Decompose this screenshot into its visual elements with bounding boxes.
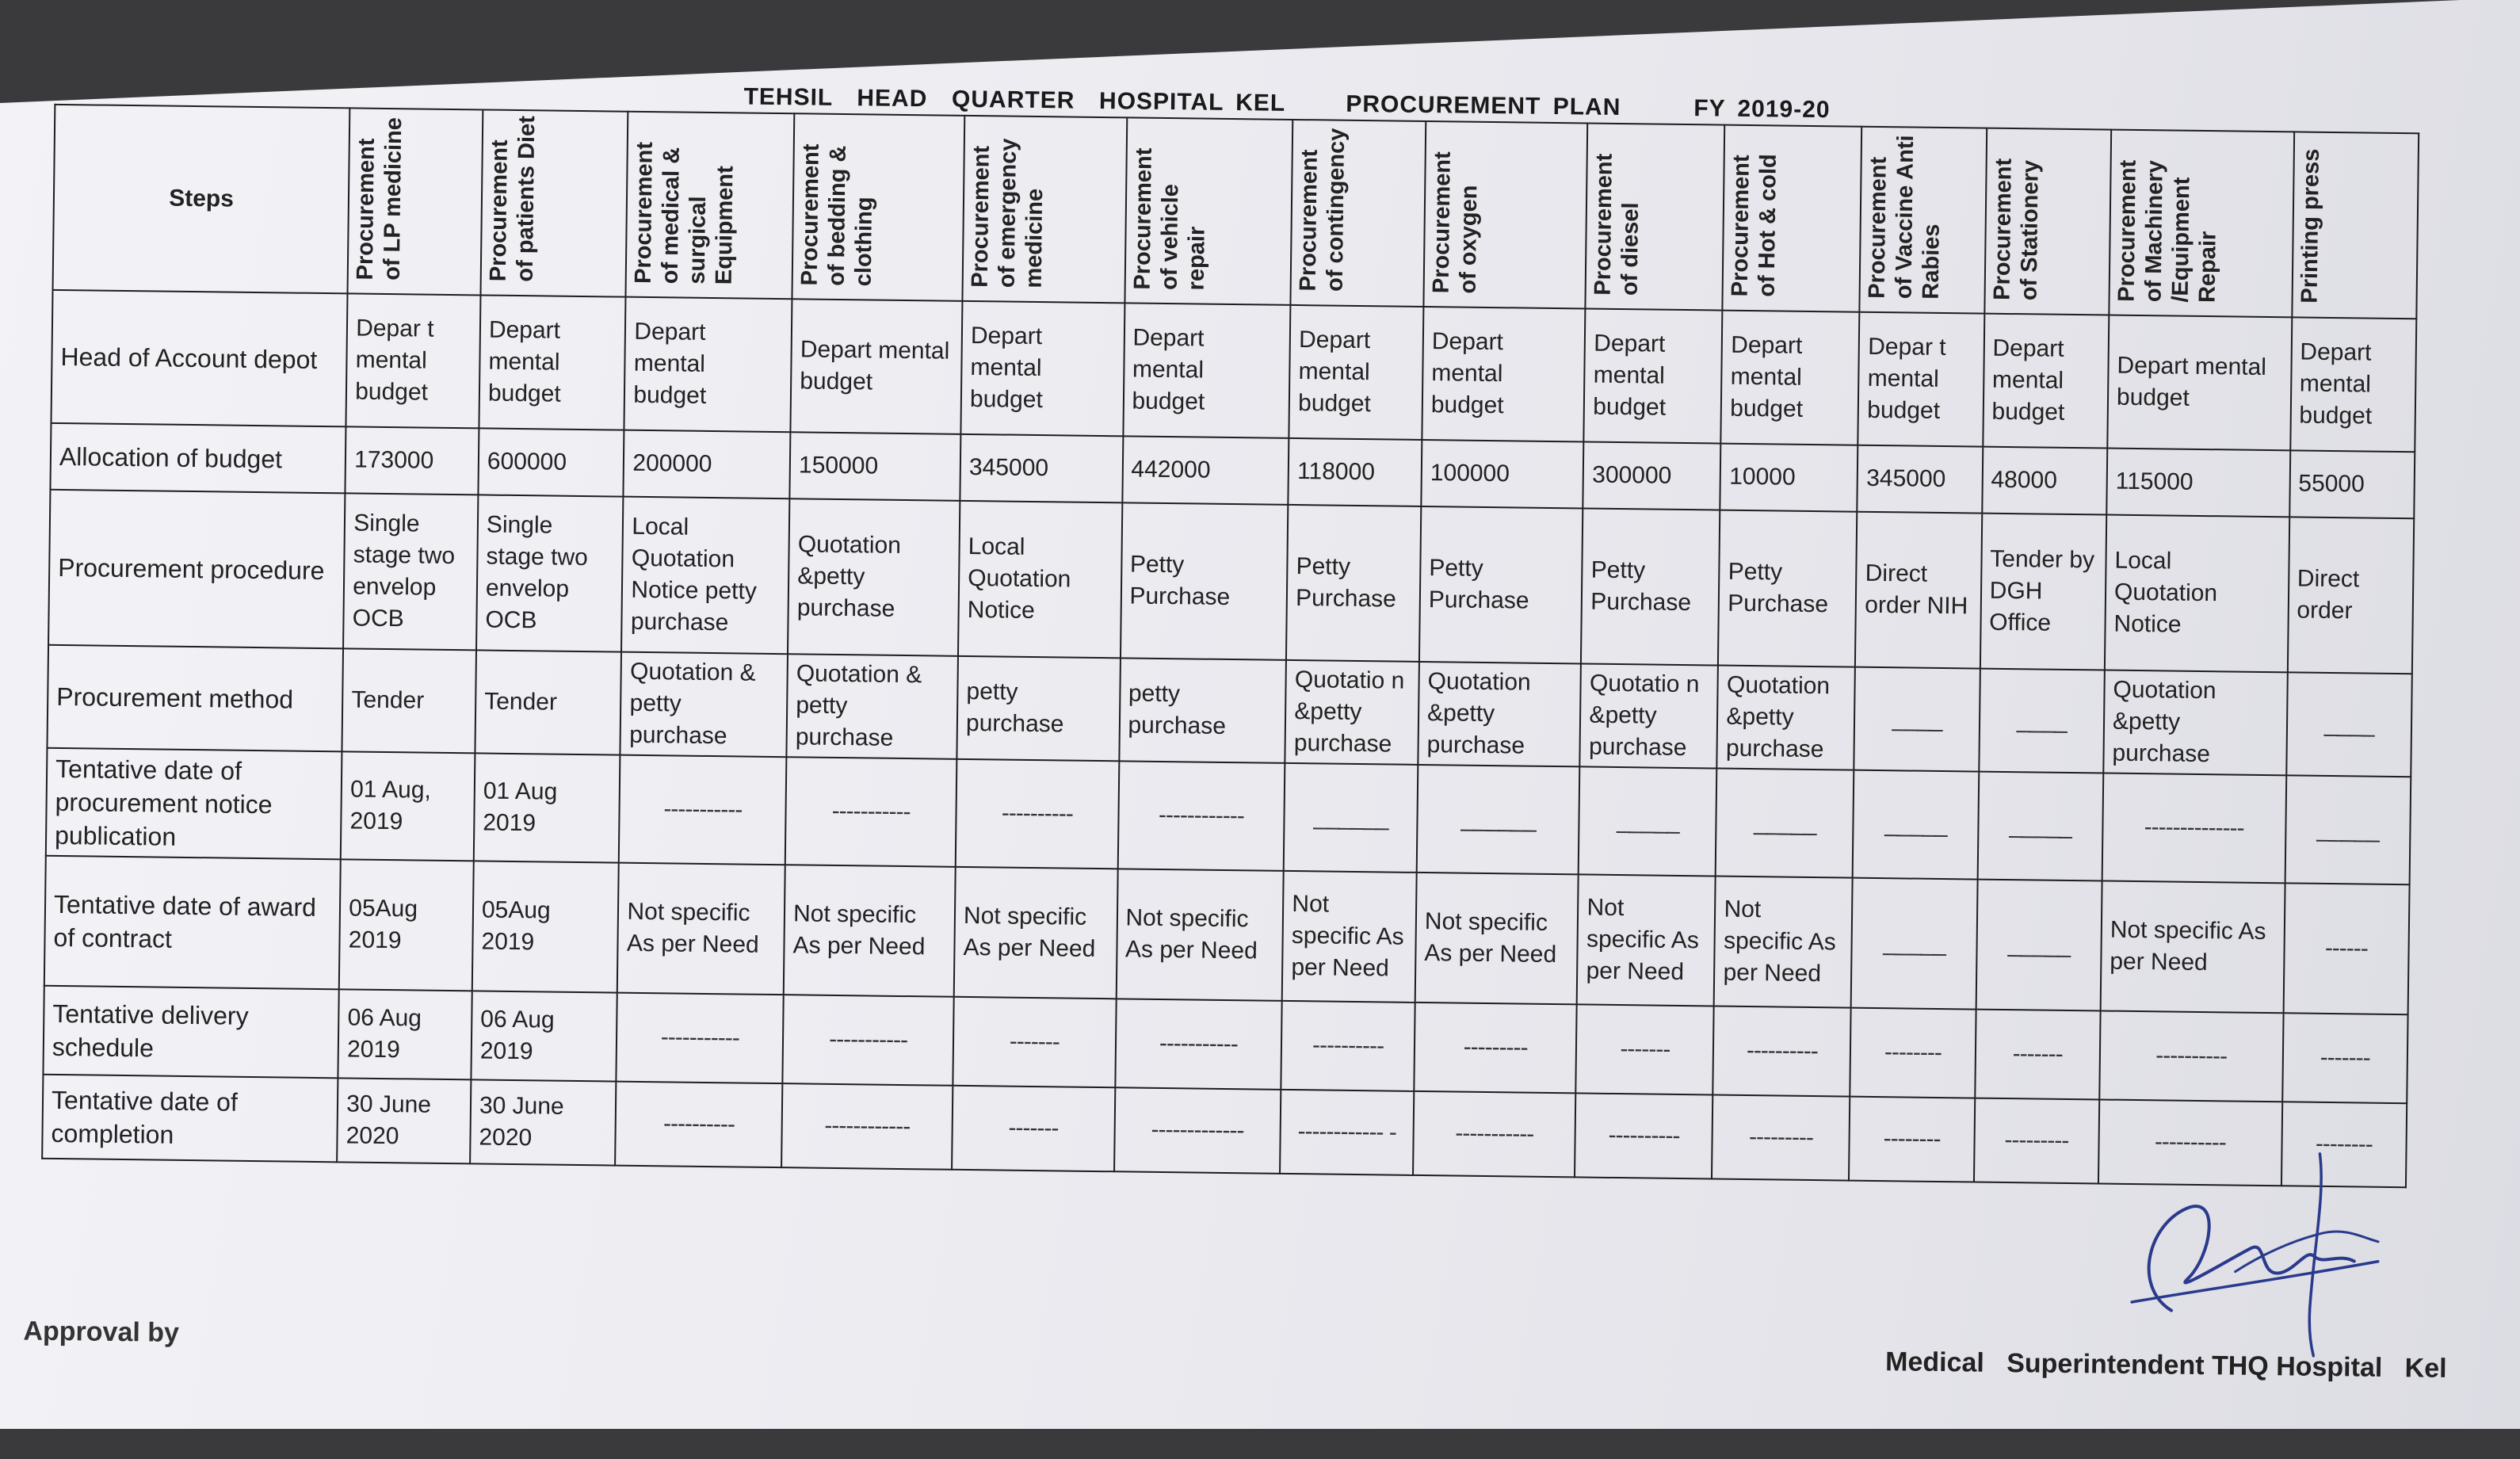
- table-cell: ______: [1284, 763, 1418, 873]
- column-header: [2292, 132, 2419, 319]
- table-cell: Single stage two envelop OCB: [476, 495, 624, 652]
- document-title: TEHSIL HEAD QUARTER HOSPITAL KEL PROCUREMENT PLAN FY 2019-20: [743, 83, 1831, 124]
- table-cell: _____: [1976, 880, 2102, 1011]
- table-cell: _____: [1579, 767, 1717, 877]
- table-cell: 01 Aug 2019: [474, 754, 620, 863]
- table-header-row: [53, 105, 2419, 319]
- table-cell: --------: [1850, 1008, 1976, 1098]
- table-cell: 30 June 2020: [470, 1080, 617, 1166]
- table-cell: 173000: [346, 427, 479, 495]
- table-cell: -------------: [1114, 1088, 1281, 1174]
- row-label: Allocation of budget: [50, 423, 346, 494]
- table-cell: Petty Purchase: [1718, 510, 1857, 667]
- signatory-title: Medical Superintendent THQ Hospital Kel: [1884, 1346, 2447, 1384]
- table-cell: Not specific As per Need: [1116, 869, 1284, 1002]
- table-cell: Single stage two envelop OCB: [343, 494, 478, 651]
- table-cell: _____: [1851, 878, 1977, 1010]
- table-cell: ------------: [1117, 762, 1285, 872]
- column-header-label: Printing press: [2297, 148, 2324, 304]
- table-cell: Depart mental budget: [1289, 305, 1424, 440]
- table-cell: Depar t mental budget: [346, 294, 481, 429]
- column-header-label: Procurement of Vaccine Anti Rabies: [1865, 134, 1945, 300]
- column-header: [1586, 123, 1725, 311]
- table-cell: Petty Purchase: [1419, 506, 1583, 663]
- column-header: [1124, 117, 1293, 305]
- table-cell: Depart mental budget: [960, 301, 1124, 436]
- table-cell: 06 Aug 2019: [471, 991, 617, 1082]
- table-cell: Quotation & petty purchase: [620, 652, 788, 758]
- table-cell: Tender: [342, 649, 476, 754]
- table-cell: 10000: [1720, 444, 1858, 512]
- row-label: Tentative date of award of contract: [44, 856, 341, 990]
- row-label: Head of Account depot: [51, 290, 347, 427]
- table-cell: 115000: [2106, 449, 2290, 518]
- table-cell: 06 Aug 2019: [338, 990, 472, 1080]
- table-cell: 442000: [1122, 437, 1289, 506]
- table-cell: Quotation & petty purchase: [787, 655, 959, 760]
- table-cell: Local Quotation Notice: [958, 501, 1122, 658]
- table-cell: Quotation &petty purchase: [2103, 670, 2287, 776]
- column-header: [792, 113, 965, 301]
- table-cell: _____: [1853, 770, 1979, 880]
- table-cell: -----------: [619, 755, 786, 865]
- table-cell: --------------: [2102, 773, 2286, 884]
- column-header-label: Procurement of patients Diet: [485, 115, 540, 282]
- table-cell: _____: [1977, 772, 2103, 881]
- table-cell: Quotation &petty purchase: [788, 499, 960, 657]
- table-cell: --------: [1849, 1097, 1975, 1182]
- table-cell: Not specific As per Need: [2101, 881, 2285, 1014]
- table-cell: Not specific As per Need: [784, 865, 956, 998]
- table-cell: 05Aug 2019: [339, 860, 474, 991]
- column-header-label: Procurement of LP medicine: [352, 116, 407, 281]
- table-cell: _____: [1716, 769, 1854, 878]
- table-cell: Petty Purchase: [1120, 503, 1288, 661]
- column-header-label: Procurement of bedding & clothing: [796, 143, 878, 287]
- column-header-label: Procurement of vehicle repair: [1129, 147, 1210, 291]
- table-cell: Not specific As per Need: [1577, 875, 1716, 1006]
- row-label: Procurement procedure: [48, 490, 346, 649]
- table-cell: -------: [1576, 1005, 1714, 1095]
- table-cell: Direct order: [2287, 518, 2414, 674]
- table-cell: -------: [953, 997, 1116, 1087]
- table-cell: 48000: [1982, 447, 2107, 515]
- steps-column-header: Steps: [53, 105, 350, 294]
- table-cell: Quotation &petty purchase: [1418, 662, 1581, 766]
- table-cell: -----------: [617, 993, 784, 1084]
- table-cell: 300000: [1583, 442, 1721, 510]
- table-cell: ----------: [2098, 1100, 2282, 1186]
- table-cell: ---------: [1974, 1098, 2100, 1184]
- table-cell: -------: [1975, 1010, 2101, 1100]
- column-header-label: Procurement of Machinery /Equipment Repair: [2113, 159, 2221, 303]
- table-cell: ____: [1854, 667, 1980, 772]
- table-body: [42, 290, 2416, 1187]
- table-cell: Depart mental budget: [2290, 318, 2416, 453]
- column-header: [626, 112, 795, 300]
- table-cell: --------: [2281, 1102, 2407, 1188]
- row-label: Tentative date of completion: [42, 1075, 338, 1163]
- table-cell: 118000: [1289, 438, 1422, 506]
- table-cell: Quotatio n &petty purchase: [1580, 664, 1719, 769]
- column-header-label: Procurement of oxygen: [1428, 151, 1483, 294]
- table-cell: Depart mental budget: [1983, 314, 2109, 449]
- column-header-label: Procurement of Hot & cold: [1728, 154, 1782, 297]
- table-cell: 600000: [478, 429, 624, 497]
- table-cell: ----------: [2099, 1011, 2283, 1102]
- table-cell: 345000: [1858, 445, 1983, 514]
- table-cell: ----------: [1575, 1094, 1712, 1179]
- column-header: [963, 116, 1127, 304]
- table-cell: Depart mental budget: [2107, 315, 2292, 451]
- table-cell: -----------: [783, 995, 954, 1087]
- column-header: [1423, 121, 1587, 309]
- table-cell: ----------: [1281, 1001, 1415, 1091]
- table-cell: Not specific As per Need: [1282, 871, 1417, 1003]
- table-cell: ______: [1417, 765, 1580, 874]
- table-cell: 30 June 2020: [337, 1079, 471, 1164]
- table-cell: Depart mental budget: [1422, 307, 1585, 441]
- column-header: [1723, 125, 1862, 313]
- table-cell: ------------ -: [1280, 1090, 1414, 1175]
- table-cell: -----------: [785, 758, 957, 868]
- approval-label: Approval by: [23, 1316, 180, 1348]
- row-label: Tentative delivery schedule: [43, 986, 339, 1079]
- column-header: [1984, 128, 2111, 315]
- table-cell: 150000: [790, 433, 961, 502]
- table-cell: Not specific As per Need: [1714, 877, 1853, 1008]
- column-header: [1291, 120, 1426, 307]
- table-cell: Depart mental budget: [1721, 311, 1860, 445]
- table-cell: Depart mental budget: [1584, 309, 1723, 444]
- table-cell: petty purchase: [1119, 659, 1286, 764]
- table-cell: Tender by DGH Office: [1980, 514, 2107, 670]
- table-cell: Not specific As per Need: [954, 867, 1117, 999]
- table-cell: 01 Aug, 2019: [341, 752, 475, 861]
- table-cell: ---------: [1414, 1003, 1577, 1093]
- table-cell: ------: [2283, 884, 2409, 1015]
- column-header: [480, 109, 628, 297]
- table-cell: Depart mental budget: [624, 297, 792, 433]
- procurement-plan-table: [41, 104, 2419, 1189]
- row-label: Tentative date of procurement notice publication: [46, 748, 342, 860]
- signature-mark: [2115, 1120, 2388, 1361]
- column-header: [348, 108, 483, 296]
- table-cell: ----------: [956, 759, 1119, 869]
- table-cell: -----------: [1115, 999, 1282, 1090]
- table-cell: -------: [2282, 1014, 2408, 1104]
- table-cell: ----------: [616, 1082, 783, 1168]
- table-cell: ____: [2286, 673, 2412, 777]
- table-cell: Quotation &petty purchase: [1717, 666, 1856, 770]
- table-cell: petty purchase: [956, 656, 1120, 761]
- column-header: [1860, 127, 1987, 314]
- table-cell: Not specific As per Need: [617, 863, 785, 995]
- table-cell: Depart mental budget: [479, 296, 626, 430]
- table-cell: 05Aug 2019: [472, 861, 619, 993]
- table-row: [48, 490, 2414, 674]
- table-cell: Direct order NIH: [1855, 512, 1982, 669]
- column-header: [2109, 130, 2294, 318]
- table-cell: ---------: [1712, 1095, 1850, 1181]
- table-cell: Depart mental budget: [791, 300, 963, 435]
- table-cell: 345000: [960, 434, 1122, 502]
- table-cell: -----------: [1413, 1091, 1576, 1177]
- column-header-label: Procurement of contingency: [1295, 128, 1350, 292]
- table-cell: Depar t mental budget: [1858, 312, 1984, 447]
- row-label: Procurement method: [47, 645, 343, 752]
- table-cell: Not specific As per Need: [1415, 873, 1579, 1004]
- table-cell: Petty Purchase: [1581, 509, 1720, 666]
- table-cell: -------: [952, 1086, 1115, 1171]
- table-cell: 55000: [2289, 451, 2415, 519]
- table-cell: ------------: [781, 1084, 953, 1171]
- table-cell: Local Quotation Notice: [2105, 515, 2289, 673]
- column-header-label: Procurement of diesel: [1590, 153, 1644, 296]
- table-cell: 200000: [624, 430, 791, 499]
- table-cell: 100000: [1421, 440, 1583, 508]
- table-cell: Petty Purchase: [1286, 505, 1421, 662]
- column-header-label: Procurement of medical & surgical Equipment: [631, 141, 739, 285]
- table-cell: Local Quotation Notice petty purchase: [621, 497, 789, 655]
- column-header-label: Procurement of emergency medicine: [967, 138, 1048, 288]
- column-header-label: Procurement of Stationery: [1989, 158, 2044, 300]
- table-cell: Tender: [475, 651, 621, 755]
- table-cell: Quotatio n &petty purchase: [1285, 660, 1419, 765]
- table-cell: Depart mental budget: [1123, 304, 1291, 439]
- table-cell: _____: [2285, 776, 2411, 885]
- table-cell: ----------: [1713, 1006, 1851, 1097]
- table-cell: ____: [1979, 669, 2105, 773]
